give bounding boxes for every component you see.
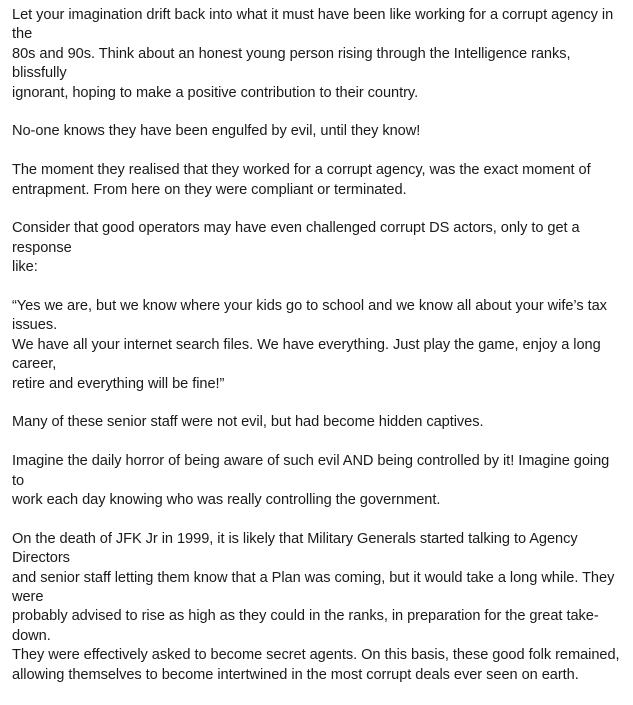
paragraph-daily-horror: Imagine the daily horror of being aware of such evil AND being controlled by it! Imagine going to work each day knowing who was really controlling the government. bbox=[12, 453, 610, 509]
paragraph-imagination: Let your imagination drift back into what it must have been like working for a corrupt agency in the 80s and 90s. Think about an honest young person rising through the Intelligence ranks, blissfully ignorant, hoping to make a positive contribution to their country. bbox=[12, 7, 614, 101]
paragraph-challenged: Consider that good operators may have even challenged corrupt DS actors, only to get a response like: bbox=[12, 220, 580, 276]
paragraph-engulfed: No-one knows they have been engulfed by evil, until they know! bbox=[12, 123, 421, 140]
paragraph-jfk-jr: On the death of JFK Jr in 1999, it is likely that Military Generals started talking to Agency Directors and senior staff letting them know that a Plan was coming, but it would take a long while. They were probably advised to rise as high as they could in the ranks, in preparation for the great take-down. They were effectively asked to become secret agents. On this basis, these good folk remained, allowing themselves to become intertwined in the most corrupt deals ever seen on earth. bbox=[12, 530, 620, 683]
paragraph-entrapment: The moment they realised that they worked for a corrupt agency, was the exact moment of entrapment. From here on they were compliant or terminated. bbox=[12, 162, 591, 198]
paragraph-captives: Many of these senior staff were not evil, but had become hidden captives. bbox=[12, 414, 484, 431]
paragraph-quote: “Yes we are, but we know where your kids go to school and we know all about your wife’s tax issues. We have all your internet search files. We have everything. Just play the game, enjoy a long career, retire and everything will be fine!” bbox=[12, 298, 607, 392]
document-body bbox=[12, 6, 624, 705]
